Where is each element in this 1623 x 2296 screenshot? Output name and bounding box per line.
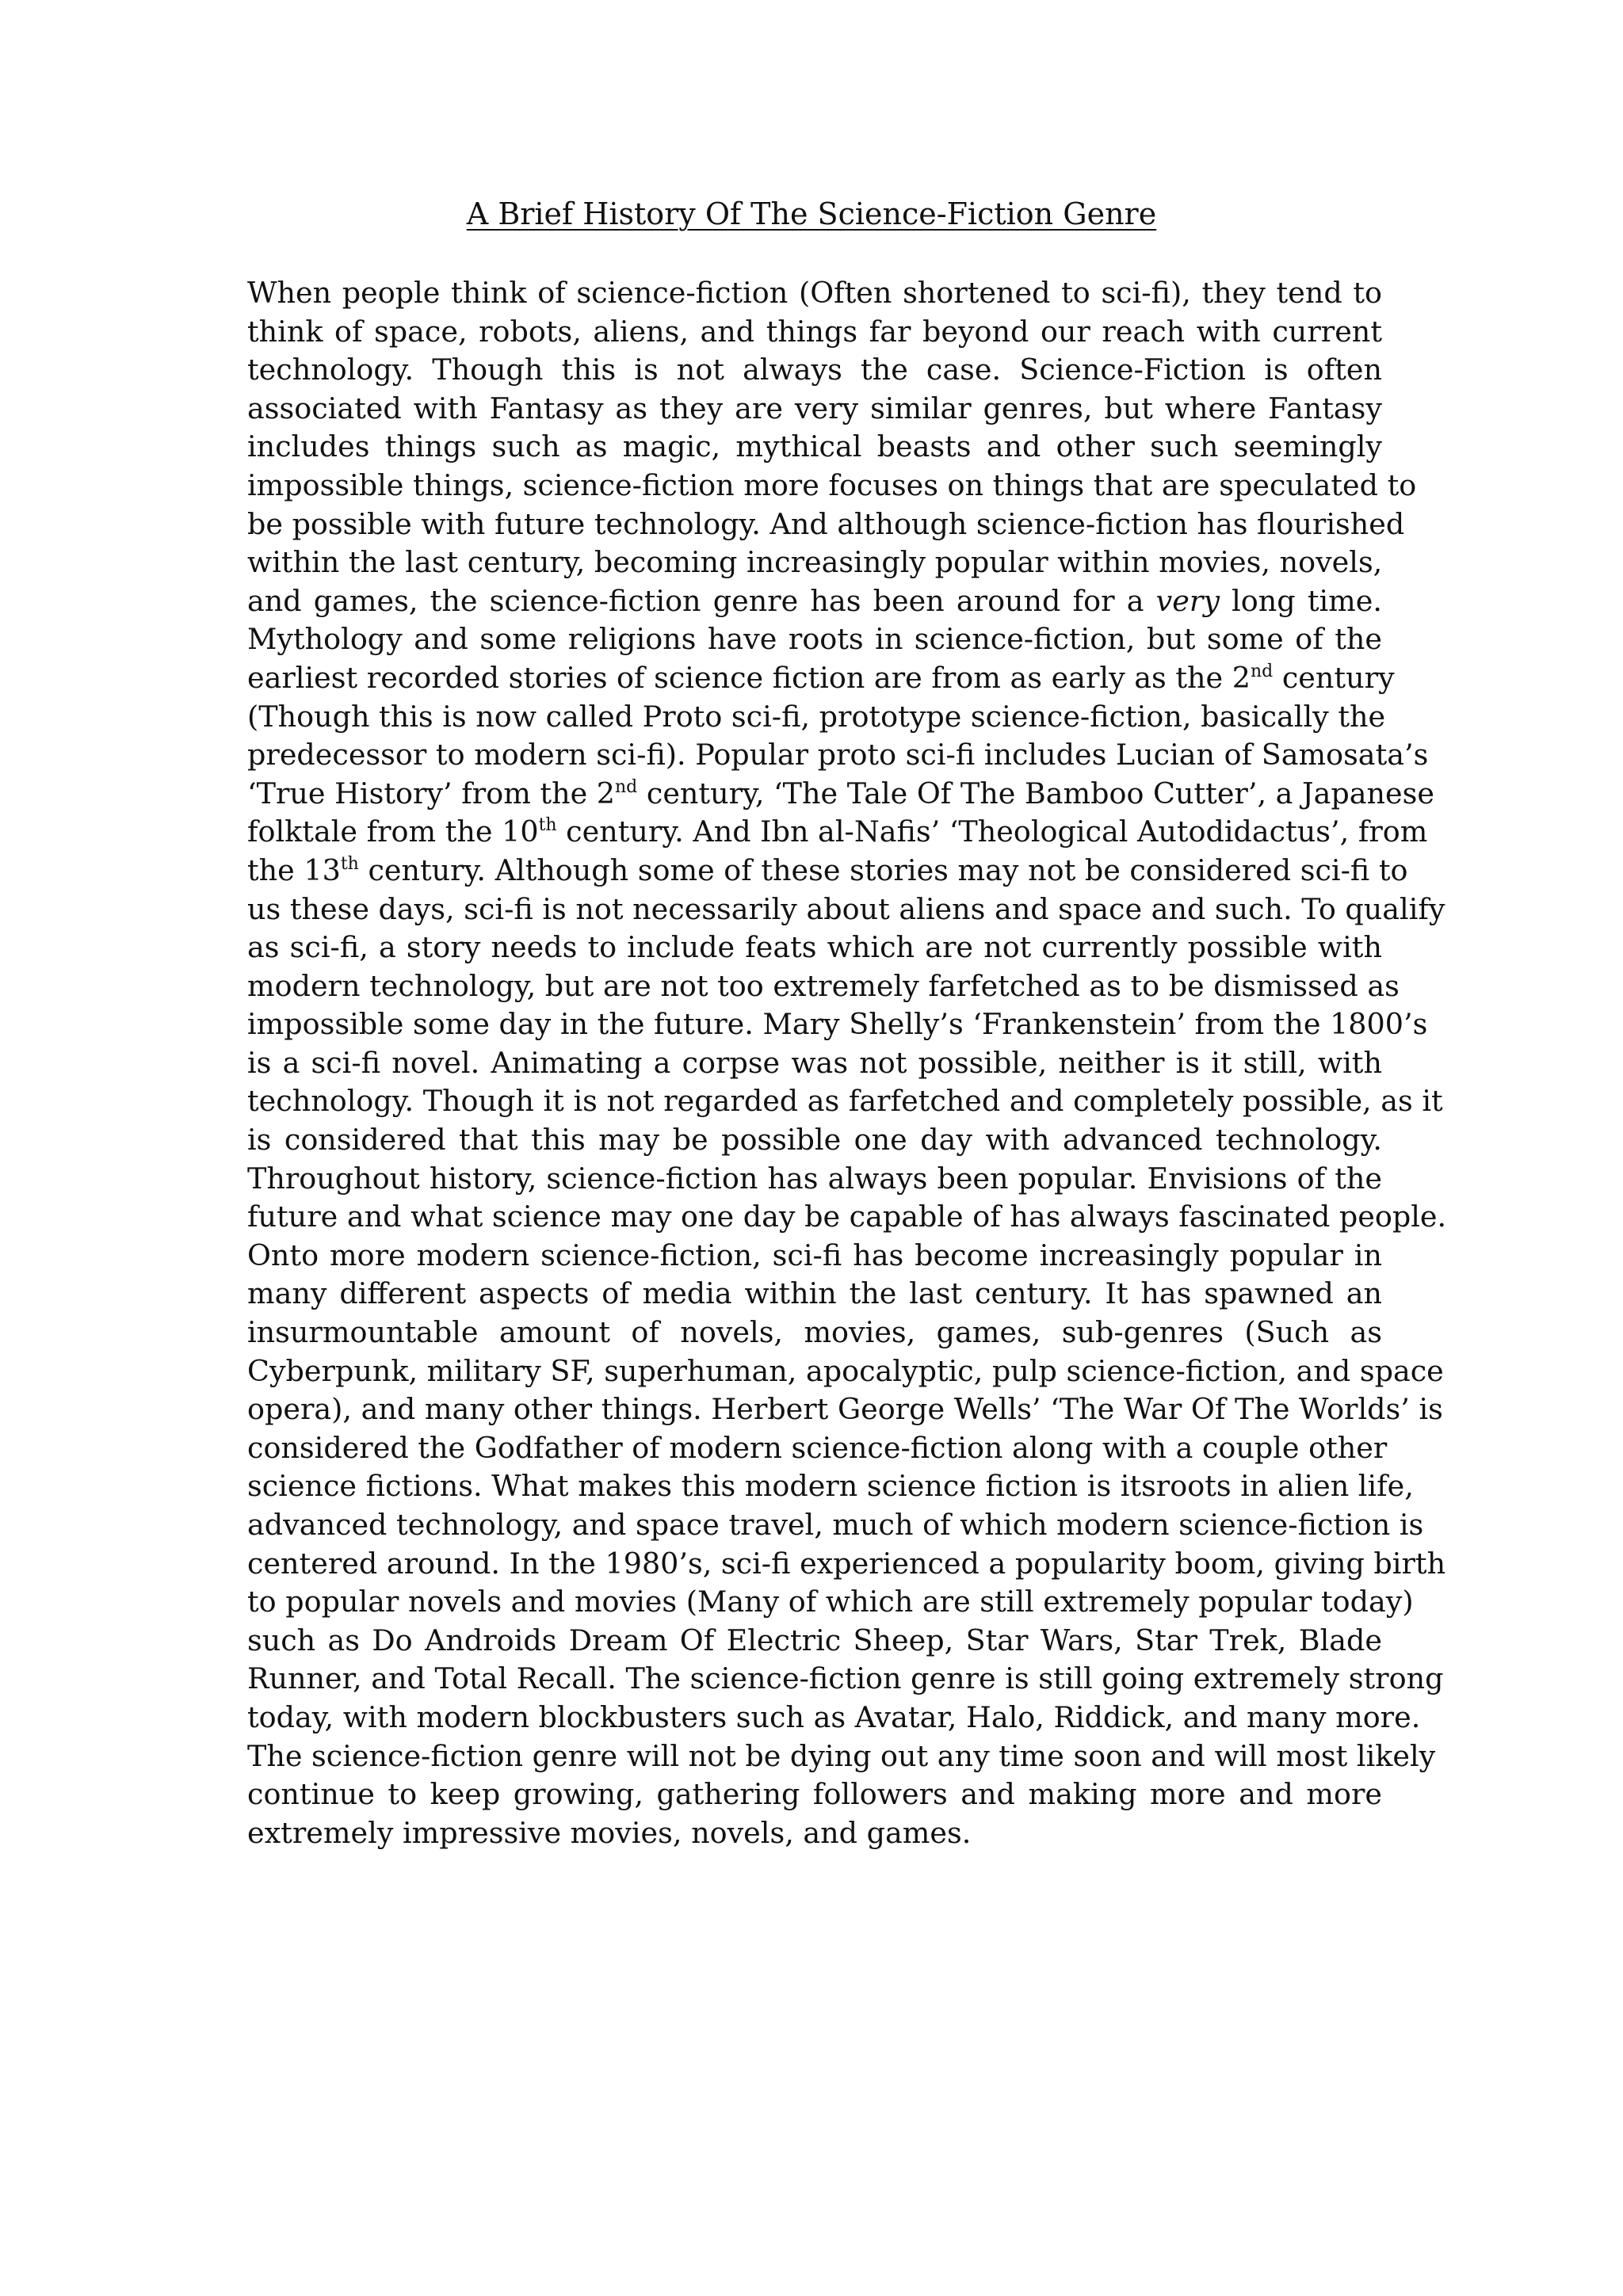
line-text: associated with Fantasy as they are very similar genres, but where Fantasy [247,391,1382,425]
line-text: extremely impressive movies, novels, and games. [247,1815,972,1850]
line-text: technology. Though this is not always the case. Science-Fiction is often [247,353,1382,387]
line-text: includes things such as magic, mythical beasts and other such seemingly [247,429,1382,464]
body-line [247,1044,1382,1083]
body-line [247,698,1386,737]
line-text: many different aspects of media within the last century. It has spawned an [247,1276,1382,1311]
line-text: (Though this is now called Proto sci-fi, prototype science-fiction, basically the [247,699,1386,734]
body-line [247,1082,1443,1121]
body-line [247,659,1395,698]
line-text: technology. Though it is not regarded as farfetched and completely possible, as it [247,1084,1443,1119]
document-body [247,274,1447,1852]
body-line [247,1775,1382,1814]
body-line [247,543,1382,582]
line-text: is considered that this may be possible one day with advanced technology. [247,1123,1382,1158]
line-text: considered the Godfather of modern science-fiction along with a couple other [247,1430,1388,1465]
body-line [247,1622,1382,1661]
body-line [247,1198,1447,1237]
line-text: earliest recorded stories of science fiction are from as early as the 2 [247,660,1251,695]
body-line [247,467,1417,505]
line-text: century [1273,660,1395,695]
line-text: and games, the science-fiction genre has been around for a [247,583,1156,618]
line-text: When people think of science-fiction (Often shortened to sci-fi), they tend to [247,276,1382,310]
line-text: within the last century, becoming increasingly popular within movies, novels, [247,545,1383,580]
line-text: is a sci-fi novel. Animating a corpse was not possible, neither is it still, with [247,1045,1382,1080]
line-text: modern technology, but are not too extremely farfetched as to be dismissed as [247,968,1400,1003]
body-line [247,775,1434,814]
line-text: the 13 [247,852,341,887]
line-text: The science-fiction genre will not be dying out any time soon and will most likely [247,1738,1436,1773]
body-line [247,620,1382,659]
body-line [247,1390,1443,1429]
document-title [0,195,1623,233]
body-line [247,813,1428,852]
body-line [247,1121,1382,1160]
line-text: opera), and many other things. Herbert George Wells’ ‘The War Of The Worlds’ is [247,1392,1443,1427]
body-line [247,1467,1414,1506]
body-line [247,428,1382,467]
ordinal-superscript: nd [1251,661,1274,681]
body-line [247,1506,1424,1545]
ordinal-superscript: th [538,815,557,836]
body-line [247,582,1382,621]
body-line [247,1314,1382,1352]
body-line [247,736,1429,775]
body-line [247,390,1382,429]
body-line [247,1429,1388,1468]
line-text: today, with modern blockbusters such as Avatar, Halo, Riddick, and many more. [247,1699,1421,1734]
line-text: Runner, and Total Recall. The science-fiction genre is still going extremely strong [247,1661,1444,1696]
body-line [247,852,1408,891]
body-line [247,274,1382,313]
line-text: continue to keep growing, gathering followers and making more and more [247,1777,1382,1812]
line-text: such as Do Androids Dream Of Electric Sheep, Star Wars, Star Trek, Blade [247,1623,1382,1657]
line-text: impossible things, science-fiction more focuses on things that are speculated to [247,467,1417,502]
line-text: science fictions. What makes this modern science fiction is itsroots in alien life, [247,1469,1414,1504]
body-line [247,1352,1444,1391]
line-text: to popular novels and movies (Many of which are still extremely popular today) [247,1585,1414,1619]
body-line [247,1005,1428,1044]
body-line [247,929,1382,967]
body-line [247,313,1382,352]
line-text: Throughout history, science-fiction has always been popular. Envisions of the [247,1161,1382,1196]
body-line [247,1583,1414,1622]
line-text: us these days, sci-fi is not necessarily about aliens and space and such. To qualify [247,891,1445,926]
body-line [247,1660,1444,1699]
line-text: Onto more modern science-fiction, sci-fi has become increasingly popular in [247,1238,1382,1272]
body-line [247,505,1405,544]
body-line [247,1814,1382,1853]
line-text: century. Although some of these stories may not be considered sci-fi to [358,852,1408,887]
body-line [247,1160,1382,1199]
line-text: century, ‘The Tale Of The Bamboo Cutter’, a Japanese [637,776,1434,810]
line-text: century. And Ibn al-Nafis’ ‘Theological Autodidactus’, from [556,814,1428,849]
line-text: as sci-fi, a story needs to include feats which are not currently possible with [247,930,1382,965]
line-text: folktale from the 10 [247,814,539,849]
line-text: predecessor to modern sci-fi). Popular proto sci-fi includes Lucian of Samosata’s [247,738,1429,772]
ordinal-superscript: nd [615,776,638,797]
body-line [247,1275,1382,1314]
line-text: centered around. In the 1980’s, sci-fi experienced a popularity boom, giving birth [247,1546,1446,1581]
line-text: future and what science may one day be capable of has always fascinated people. [247,1199,1447,1234]
body-line [247,1737,1436,1776]
line-text: think of space, robots, aliens, and things far beyond our reach with current [247,314,1382,349]
line-text: impossible some day in the future. Mary Shelly’s ‘Frankenstein’ from the 1800’s [247,1007,1428,1042]
emphasis-text: very [1155,583,1220,618]
line-text: be possible with future technology. And although science-fiction has flourished [247,506,1405,541]
line-text: Cyberpunk, military SF, superhuman, apocalyptic, pulp science-fiction, and space [247,1353,1444,1388]
body-line [247,891,1445,929]
line-text: insurmountable amount of novels, movies, games, sub-genres (Such as [247,1315,1382,1350]
line-text: Mythology and some religions have roots in science-fiction, but some of the [247,622,1382,657]
ordinal-superscript: th [340,853,359,874]
line-text: advanced technology, and space travel, much of which modern science-fiction is [247,1508,1424,1542]
body-line [247,1545,1446,1584]
line-text: ‘True History’ from the 2 [247,776,616,810]
body-line [247,967,1400,1006]
line-text: long time. [1219,583,1382,618]
body-line [247,1237,1382,1276]
body-line [247,1699,1421,1737]
body-line [247,351,1382,390]
document-title-text: A Brief History Of The Science-Fiction Genre [466,196,1157,231]
